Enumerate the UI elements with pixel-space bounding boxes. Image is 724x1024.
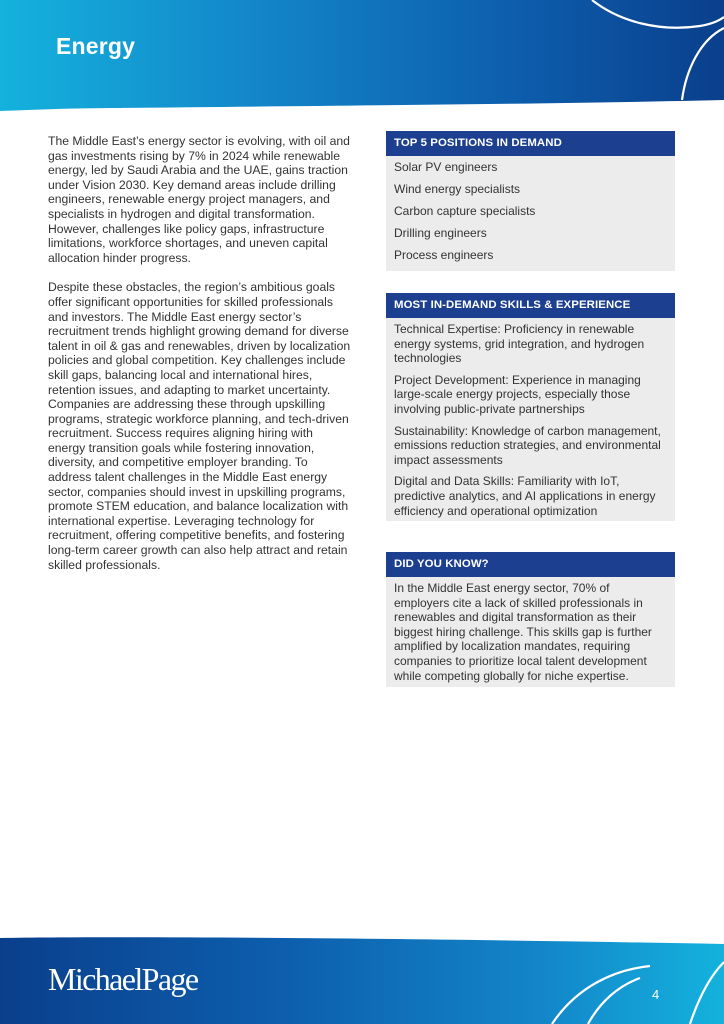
skills-heading: MOST IN-DEMAND SKILLS & EXPERIENCE [386,293,675,318]
list-item: Digital and Data Skills: Familiarity with IoT, predictive analytics, and AI applications in energy efficiency and operational optimization [394,474,656,518]
list-item: Solar PV engineers [394,160,498,174]
page-number: 4 [652,987,660,1002]
list-item: Drilling engineers [394,226,487,240]
positions-list [386,156,675,271]
page-title: Energy [56,33,136,59]
intro-text [48,134,352,587]
list-item: Technical Expertise: Proficiency in renewable energy systems, grid integration, and hydrogen technologies [394,322,645,366]
skills-list [386,318,675,521]
list-item: Carbon capture specialists [394,204,536,218]
list-item: Project Development: Experience in managing large-scale energy projects, especially those involving public-private partnerships [394,372,641,416]
did-you-know-text: In the Middle East energy sector, 70% of employers cite a lack of skilled professionals in renewables and digital transformation as their biggest hiring challenge. This skills gap is further amplified by localization mandates, requiring companies to prioritize local talent development while competing globally for niche expertise. [394,581,652,683]
skills-panel [386,293,675,521]
positions-panel [386,131,675,271]
header-band [0,0,724,112]
list-item: Sustainability: Knowledge of carbon management, emissions reduction strategies, and environmental impact assessments [394,423,661,467]
intro-paragraph: The Middle East’s energy sector is evolving, with oil and gas investments rising by 7% in 2024 while renewable energy, led by Saudi Arabia and the UAE, gains traction under Vision 2030. Key demand areas include drilling engineers, renewable energy project managers, and specialists in hydrogen and digital transformation. However, challenges like policy gaps, infrastructure limitations, workforce shortages, and uneven capital allocation hinder progress. [48,134,350,265]
positions-heading: TOP 5 POSITIONS IN DEMAND [386,131,675,156]
michael-page-logo: MichaelPage [48,961,198,997]
did-you-know-panel [386,552,675,687]
list-item: Wind energy specialists [394,182,521,196]
list-item: Process engineers [394,248,494,262]
did-you-know-heading: DID YOU KNOW? [386,552,675,577]
intro-paragraph: Despite these obstacles, the region’s ambitious goals offer significant opportunities for skilled professionals and investors. The Middle East energy sector’s recruitment trends highlight growing demand for diverse talent in oil & gas and renewables, driven by localization policies and global competition. Key challenges include skill gaps, balancing local and international hires, retention issues, and adapting to market uncertainty. Companies are addressing these through upskilling programs, strategic workforce planning, and tech-driven recruitment. Success requires aligning hiring with energy transition goals while fostering innovation, diversity, and competitive employer branding. To address talent challenges in the Middle East energy sector, companies should invest in upskilling programs, promote STEM education, and balance localization with international expertise. Leveraging technology for recruitment, offering competitive benefits, and fostering long-term career growth can also help attract and retain skilled professionals. [48,280,351,572]
